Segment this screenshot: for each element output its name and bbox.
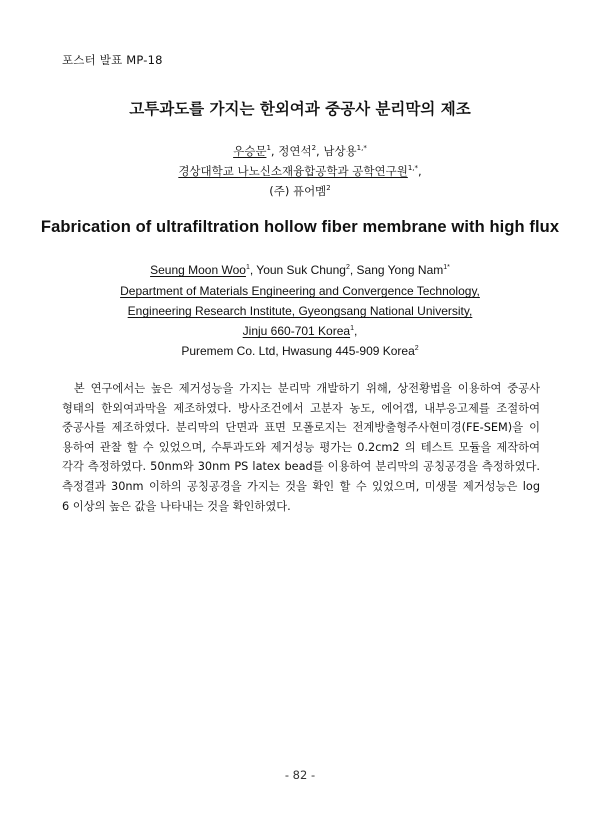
author-sup: 1	[245, 264, 250, 271]
author-name: Youn Suk Chung	[256, 263, 346, 277]
affiliation-sup: 1,*	[407, 164, 419, 173]
affiliation-text: (주) 퓨어멤	[269, 184, 327, 198]
author-sup: 1*	[443, 264, 450, 271]
author-name: Seung Moon Woo	[150, 263, 246, 277]
author-sup: 1	[266, 144, 271, 153]
english-affiliation-line-1	[0, 284, 600, 298]
abstract-line: 중공사를 제조하였다. 분리막의 단면과 표면 모폴로지는 전계방출형주사현미경(FE-SEM)을 이	[62, 421, 540, 435]
affiliation-sup: 1	[350, 325, 354, 332]
session-label: 포스터 발표 MP-18	[62, 53, 163, 67]
page-number: - 82 -	[284, 768, 316, 782]
author-separator: ,	[349, 263, 357, 277]
author-name: 정연석	[278, 144, 312, 158]
abstract-line: 6 이상의 높은 값을 나타내는 것을 확인하였다.	[62, 499, 291, 513]
author-sup: 2	[311, 144, 317, 153]
english-affiliation-line-2	[0, 304, 600, 318]
affiliation-text: Department of Materials Engineering and Convergence Technology,	[120, 284, 480, 298]
author-separator: ,	[249, 263, 257, 277]
korean-affiliation	[0, 163, 600, 179]
english-title: Fabrication of ultrafiltration hollow fiber membrane with high flux	[40, 218, 560, 236]
korean-authors	[0, 143, 600, 159]
english-affiliation-line-3	[0, 324, 600, 338]
affiliation-text: Jinju 660-701 Korea	[242, 324, 351, 338]
affiliation-trail: ,	[418, 164, 422, 178]
korean-affiliation-2	[0, 183, 600, 199]
abstract-body	[62, 379, 540, 516]
korean-title: 고투과도를 가지는 한외여과 중공사 분리막의 제조	[129, 100, 471, 118]
affiliation-sup: 2	[414, 345, 419, 352]
affiliation-text: 경상대학교 나노신소재융합공학과 공학연구원	[178, 164, 408, 178]
abstract-line: 용하여 관찰 할 수 있었으며, 수투과도와 제거성능 평가는 0.2cm2 의 테스트 모듈을 제작하여	[62, 440, 540, 454]
english-affiliation-line-4	[0, 344, 600, 358]
abstract-line: 형태의 한외여과막을 제조하였다. 방사조건에서 고분자 농도, 에어갭, 내부응고제를 조절하여	[62, 401, 540, 415]
abstract-line: 각각 측정하였다. 50nm와 30nm PS latex bead를 이용하여 분리막의 공칭공경을 측정하였다.	[62, 460, 540, 474]
author-name: 우승문	[233, 144, 267, 158]
affiliation-text: Engineering Research Institute, Gyeongsang National University,	[127, 304, 473, 318]
abstract-line: 측정결과 30nm 이하의 공칭공경을 가지는 것을 확인 할 수 있었으며, 미생물 제거성능은 log	[62, 479, 540, 493]
affiliation-sup: 2	[326, 184, 331, 193]
author-separator: ,	[270, 144, 279, 158]
author-name: Sang Yong Nam	[356, 263, 444, 277]
author-sup: 2	[345, 264, 350, 271]
author-name: 남상용	[323, 144, 357, 158]
abstract-line: 본 연구에서는 높은 제거성능을 가지는 분리막 개발하기 위해, 상전황법을 이용하여 중공사	[62, 382, 540, 395]
affiliation-trail: ,	[353, 324, 358, 338]
author-sup: 1,*	[356, 144, 367, 153]
english-authors	[0, 263, 600, 277]
author-separator: ,	[316, 144, 324, 158]
affiliation-text: Puremem Co. Ltd, Hwasung 445-909 Korea	[181, 344, 415, 358]
